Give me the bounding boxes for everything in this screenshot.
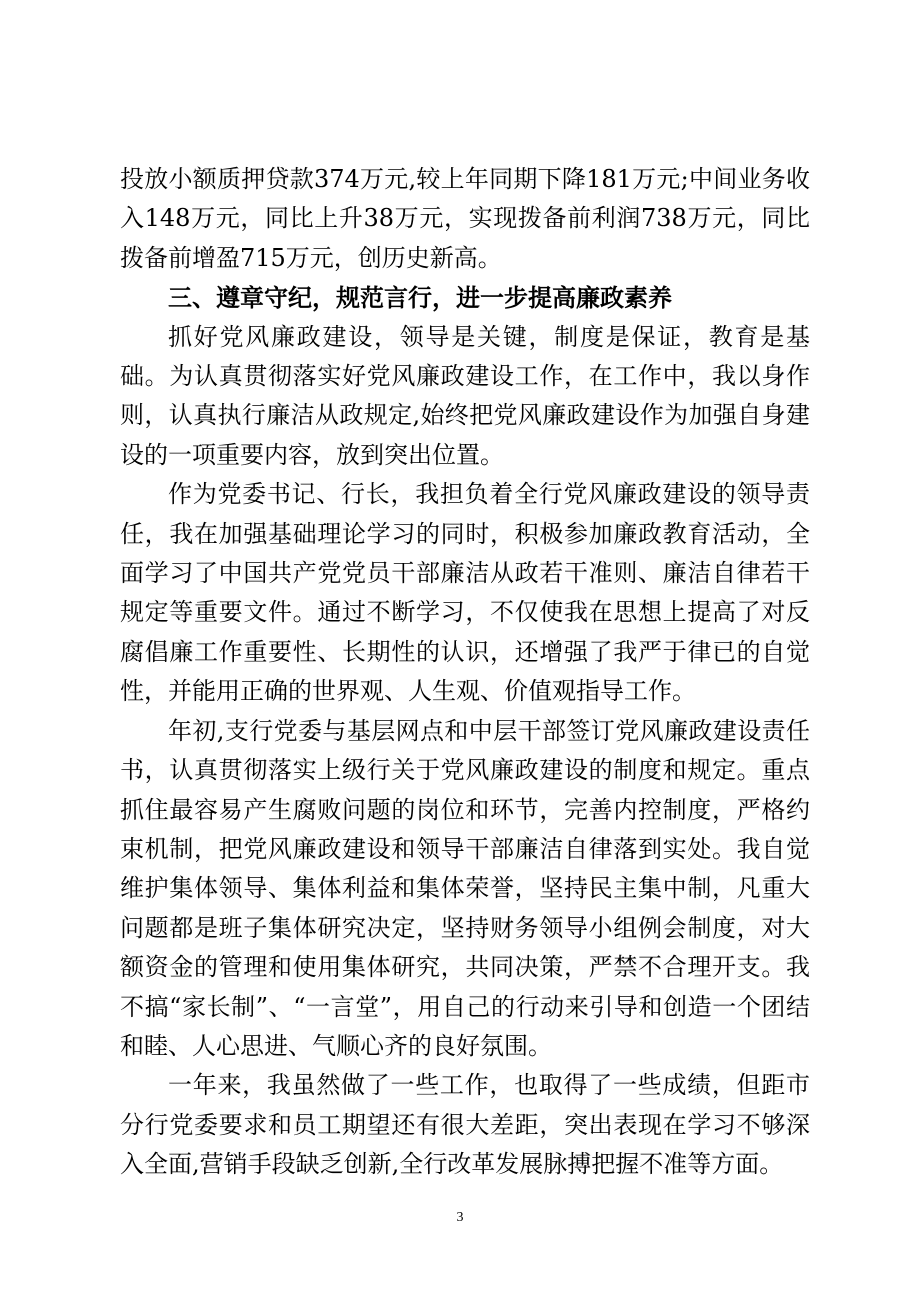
paragraph-annual-measures: 年初,支行党委与基层网点和中层干部签订党风廉政建设责任书，认真贯彻落实上级行关于党风廉政建设的制度和规定。重点抓住最容易产生腐败问题的岗位和环节，完善内控制度，严格约束机制，把党风廉政建设和领导干部廉洁自律落到实处。我自觉维护集体领导、集体利益和集体荣誉，坚持民主集中制，凡重大问题都是班子集体研究决定，坚持财务领导小组例会制度，对大额资金的管理和使用集体研究，共同决策，严禁不合理开支。我不搞“家长制”、“一言堂”，用自己的行动来引导和创造一个团结和睦、人心思进、气顺心齐的良好氛围。 [120, 716, 810, 1060]
paragraph-leadership-responsibility: 作为党委书记、行长，我担负着全行党风廉政建设的领导责任，我在加强基础理论学习的同时，积极参加廉政教育活动，全面学习了中国共产党党员干部廉洁从政若干准则、廉洁自律若干规定等重要文件。通过不断学习，不仅使我在思想上提高了对反腐倡廉工作重要性、长期性的认识，还增强了我严于律已的自觉性，并能用正确的世界观、人生观、价值观指导工作。 [120, 480, 810, 706]
paragraph-shortcomings: 一年来，我虽然做了一些工作，也取得了一些成绩，但距市分行党委要求和员工期望还有很大差距，突出表现在学习不够深入全面,营销手段缺乏创新,全行改革发展脉搏把握不准等方面。 [120, 1071, 810, 1179]
paragraph-continuation: 投放小额质押贷款374万元,较上年同期下降181万元;中间业务收入148万元，同比上升38万元，实现拨备前利润738万元，同比拨备前增盈715万元，创历史新高。 [120, 165, 810, 272]
paragraph-party-conduct: 抓好党风廉政建设，领导是关键，制度是保证，教育是基础。为认真贯彻落实好党风廉政建设工作，在工作中，我以身作则，认真执行廉洁从政规定,始终把党风廉政建设作为加强自身建设的一项重要内容，放到突出位置。 [120, 322, 810, 469]
document-body [120, 160, 810, 1185]
section-heading: 三、遵章守纪，规范言行，进一步提高廉政素养 [168, 283, 672, 313]
page-number: 3 [456, 1210, 464, 1225]
